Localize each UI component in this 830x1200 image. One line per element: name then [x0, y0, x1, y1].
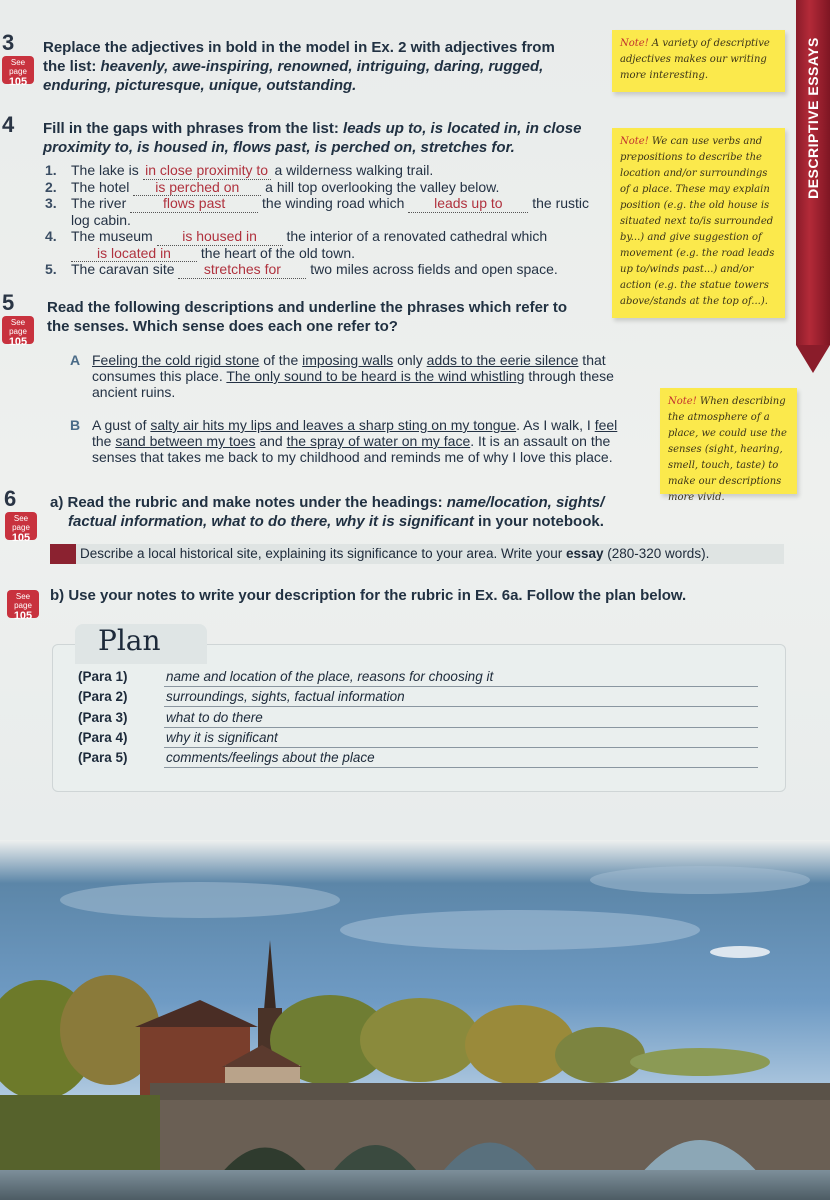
exercise-5-number: 5	[2, 290, 15, 315]
item-text-after: a wilderness walking trail.	[274, 162, 434, 178]
gap-item-4-cont	[45, 245, 605, 262]
item-text	[71, 245, 355, 263]
underlined-phrase[interactable]: sand between my toes	[115, 433, 256, 449]
see-page-number: 105	[8, 336, 28, 348]
item-text-after: two miles across fields and open space.	[310, 261, 558, 277]
see-page-label: See page	[12, 514, 30, 532]
item-text-after: the rustic	[532, 195, 590, 211]
rubric-plain: Describe a local historical site, explaining its significance to your area. Write your	[80, 546, 566, 561]
underlined-phrase[interactable]: adds to the eerie silence	[426, 352, 579, 368]
plain-text: A gust of	[92, 417, 151, 433]
plan-para-text: comments/feelings about the place	[166, 750, 375, 765]
gap-item-2	[45, 179, 605, 196]
item-number: 3.	[45, 195, 57, 211]
photo-illustration	[0, 840, 830, 1200]
plan-para-label: (Para 3)	[78, 710, 128, 725]
note-adjectives	[612, 30, 785, 92]
description-text	[92, 352, 630, 400]
plan-para-label: (Para 5)	[78, 750, 128, 765]
description-letter: A	[70, 352, 81, 368]
item-text	[71, 261, 558, 279]
item-text-middle: the winding road which	[262, 195, 405, 211]
description-a	[70, 352, 630, 400]
gap-answer[interactable]: flows past	[130, 195, 258, 213]
rubric-bold: essay	[565, 546, 604, 561]
see-page-number: 105	[11, 532, 31, 544]
exercise-6a-instruction	[50, 493, 630, 531]
note-text: A variety of descriptive adjectives makes our writing more interesting.	[620, 38, 770, 81]
instruction-line	[43, 119, 608, 138]
item-text-after: the heart of the old town.	[200, 244, 355, 261]
underlined-phrase[interactable]: salty air hits my lips and leaves a sharp sting on my tongue	[150, 417, 517, 433]
plan-line	[164, 747, 758, 748]
rubric-plain: (280-320 words).	[603, 546, 710, 561]
plan-line	[164, 686, 758, 687]
instruction-text: in your notebook.	[473, 513, 604, 530]
description-line	[92, 368, 630, 384]
underlined-phrase[interactable]: the spray of water on my face	[286, 433, 471, 449]
exercise-3-number: 3	[2, 30, 15, 55]
plain-text: and	[255, 433, 287, 449]
plan-row	[78, 689, 758, 709]
gap-item-5	[45, 261, 605, 278]
item-text	[71, 228, 547, 246]
gap-answer[interactable]: is perched on	[133, 179, 261, 197]
exercise-5-instruction	[47, 298, 607, 336]
note-label: Note!	[620, 38, 649, 49]
item-number: 1.	[45, 162, 57, 178]
plan-row	[78, 669, 758, 689]
description-line: ancient ruins.	[92, 384, 176, 400]
underlined-phrase[interactable]: imposing walls	[302, 352, 394, 368]
description-b	[70, 417, 630, 465]
see-page-number: 105	[8, 76, 28, 88]
instruction-line	[43, 76, 603, 95]
item-text-before: The river	[71, 195, 127, 211]
see-page-label: See page	[14, 592, 32, 610]
rubric-box	[50, 544, 784, 564]
plan-line	[164, 727, 758, 728]
gap-answer[interactable]: is located in	[71, 245, 197, 263]
phrase-list: leads up to, is located in, in close	[343, 120, 582, 137]
exercise-3-instruction	[43, 38, 603, 95]
plan-para-label: (Para 1)	[78, 669, 128, 684]
plan-title: Plan	[98, 624, 161, 657]
plan-row	[78, 730, 758, 750]
item-text	[71, 179, 499, 197]
description-line	[92, 352, 630, 368]
plain-text: consumes this place.	[92, 368, 227, 384]
note-senses	[660, 388, 797, 503]
note-label: Note!	[668, 396, 697, 407]
word-list: heavenly, awe-inspiring, renowned, intriguing, daring, rugged,	[100, 58, 544, 75]
instruction-text: the list:	[43, 58, 101, 75]
instruction-line	[43, 57, 603, 76]
description-text	[92, 417, 630, 465]
gap-answer[interactable]: leads up to	[408, 195, 528, 213]
instruction-line	[43, 138, 608, 157]
gap-fill-list	[45, 162, 605, 278]
section-tab-tip	[796, 345, 830, 373]
phrase-list: proximity to, is housed in, flows past, is perched on, stretches for.	[43, 139, 515, 156]
plan-para-text: surroundings, sights, factual information	[166, 689, 405, 704]
item-text-after: a hill top overlooking the valley below.	[265, 178, 500, 195]
see-page-label: See page	[9, 318, 27, 336]
see-page-number: 105	[13, 610, 33, 622]
note-text: When describing the atmosphere of a place, we could use the senses (sight, hearing, smell, touch, taste) to make our descriptions more vivid.	[668, 396, 787, 503]
instruction-line: Replace the adjectives in bold in the model in Ex. 2 with adjectives from	[43, 39, 555, 56]
see-page-badge-ex6a[interactable]	[5, 512, 37, 544]
plain-text: of the	[259, 352, 303, 368]
item-text-before: The caravan site	[71, 261, 175, 277]
see-page-badge-ex3[interactable]	[2, 56, 34, 88]
exercise-4-instruction	[43, 119, 608, 157]
item-text-before: The hotel	[71, 178, 130, 195]
item-number: 4.	[45, 228, 57, 244]
plain-text: . As I walk, I	[516, 417, 595, 433]
instruction-line	[50, 493, 630, 512]
item-text: log cabin.	[71, 211, 131, 228]
plan-row	[78, 710, 758, 730]
see-page-badge-ex6b[interactable]	[7, 590, 39, 622]
gap-item-3-cont	[45, 212, 605, 229]
instruction-text: a) Read the rubric and make notes under the headings:	[50, 494, 447, 511]
plan-para-text: what to do there	[166, 710, 263, 725]
exercise-6b-instruction: b) Use your notes to write your description for the rubric in Ex. 6a. Follow the plan below.	[50, 587, 687, 604]
instruction-line: the senses. Which sense does each one refer to?	[47, 318, 398, 335]
exercise-6-number: 6	[4, 486, 17, 511]
plan-line	[164, 706, 758, 707]
description-line	[92, 417, 630, 433]
gap-item-1	[45, 162, 605, 179]
description-letter: B	[70, 417, 81, 433]
gap-answer[interactable]: stretches for	[178, 261, 306, 279]
item-text	[71, 162, 433, 180]
see-page-badge-ex5[interactable]	[2, 316, 34, 348]
underlined-phrase[interactable]: The only sound to be heard is the wind whistling	[226, 368, 525, 384]
note-label: Note!	[620, 136, 649, 147]
instruction-line	[50, 512, 630, 531]
plain-text: . It is an assault on the	[470, 433, 611, 449]
plain-text: the	[92, 433, 116, 449]
item-text-before: The lake is	[71, 162, 139, 178]
gap-answer[interactable]: is housed in	[157, 228, 283, 246]
description-line	[92, 433, 630, 449]
plan-line	[164, 767, 758, 768]
description-line: senses that takes me back to my childhood and reminds me of why I love this place.	[92, 449, 613, 465]
item-text	[71, 195, 589, 213]
headings-list: factual information, what to do there, why it is significant	[68, 513, 474, 530]
item-number: 2.	[45, 178, 57, 195]
plan-row	[78, 750, 758, 770]
underlined-phrase[interactable]: feel	[594, 417, 618, 433]
item-number: 5.	[45, 261, 57, 277]
section-tab-label: DESCRIPTIVE ESSAYS	[805, 37, 821, 199]
instruction-text: Fill in the gaps with phrases from the list:	[43, 120, 344, 137]
plan-para-text: name and location of the place, reasons for choosing it	[166, 669, 494, 684]
note-text: We can use verbs and prepositions to describe the location and/or surroundings of a place. These may explain position (e.g. the old house is situated next to/is surrounded by...) and give suggestion of movement (e.g. the road leads up to/winds past...) and/or action (e.g. the statue towers above/stands at the top of...).	[620, 136, 775, 307]
headings-list: name/location, sights/	[446, 494, 605, 511]
plan-para-text: why it is significant	[166, 730, 278, 745]
exercise-4-number: 4	[2, 112, 15, 137]
river-bridge-photo	[0, 840, 830, 1200]
item-text-after: the interior of a renovated cathedral which	[286, 228, 548, 244]
plain-text: that	[578, 352, 606, 368]
word-list: enduring, picturesque, unique, outstanding.	[43, 77, 357, 94]
plain-text: only	[393, 352, 427, 368]
gap-answer[interactable]: in close proximity to	[143, 162, 271, 180]
see-page-label: See page	[9, 58, 27, 76]
instruction-line: Read the following descriptions and underline the phrases which refer to	[47, 299, 568, 316]
rubric-marker	[50, 544, 76, 564]
note-verbs-prepositions	[612, 128, 785, 318]
gap-item-4	[45, 228, 605, 245]
rubric-text	[80, 544, 709, 564]
underlined-phrase[interactable]: Feeling the cold rigid stone	[92, 352, 260, 368]
plain-text: through these	[524, 368, 614, 384]
plan-para-label: (Para 2)	[78, 689, 128, 704]
gap-item-3	[45, 195, 605, 212]
item-text-before: The museum	[71, 228, 153, 244]
plan-para-label: (Para 4)	[78, 730, 128, 745]
